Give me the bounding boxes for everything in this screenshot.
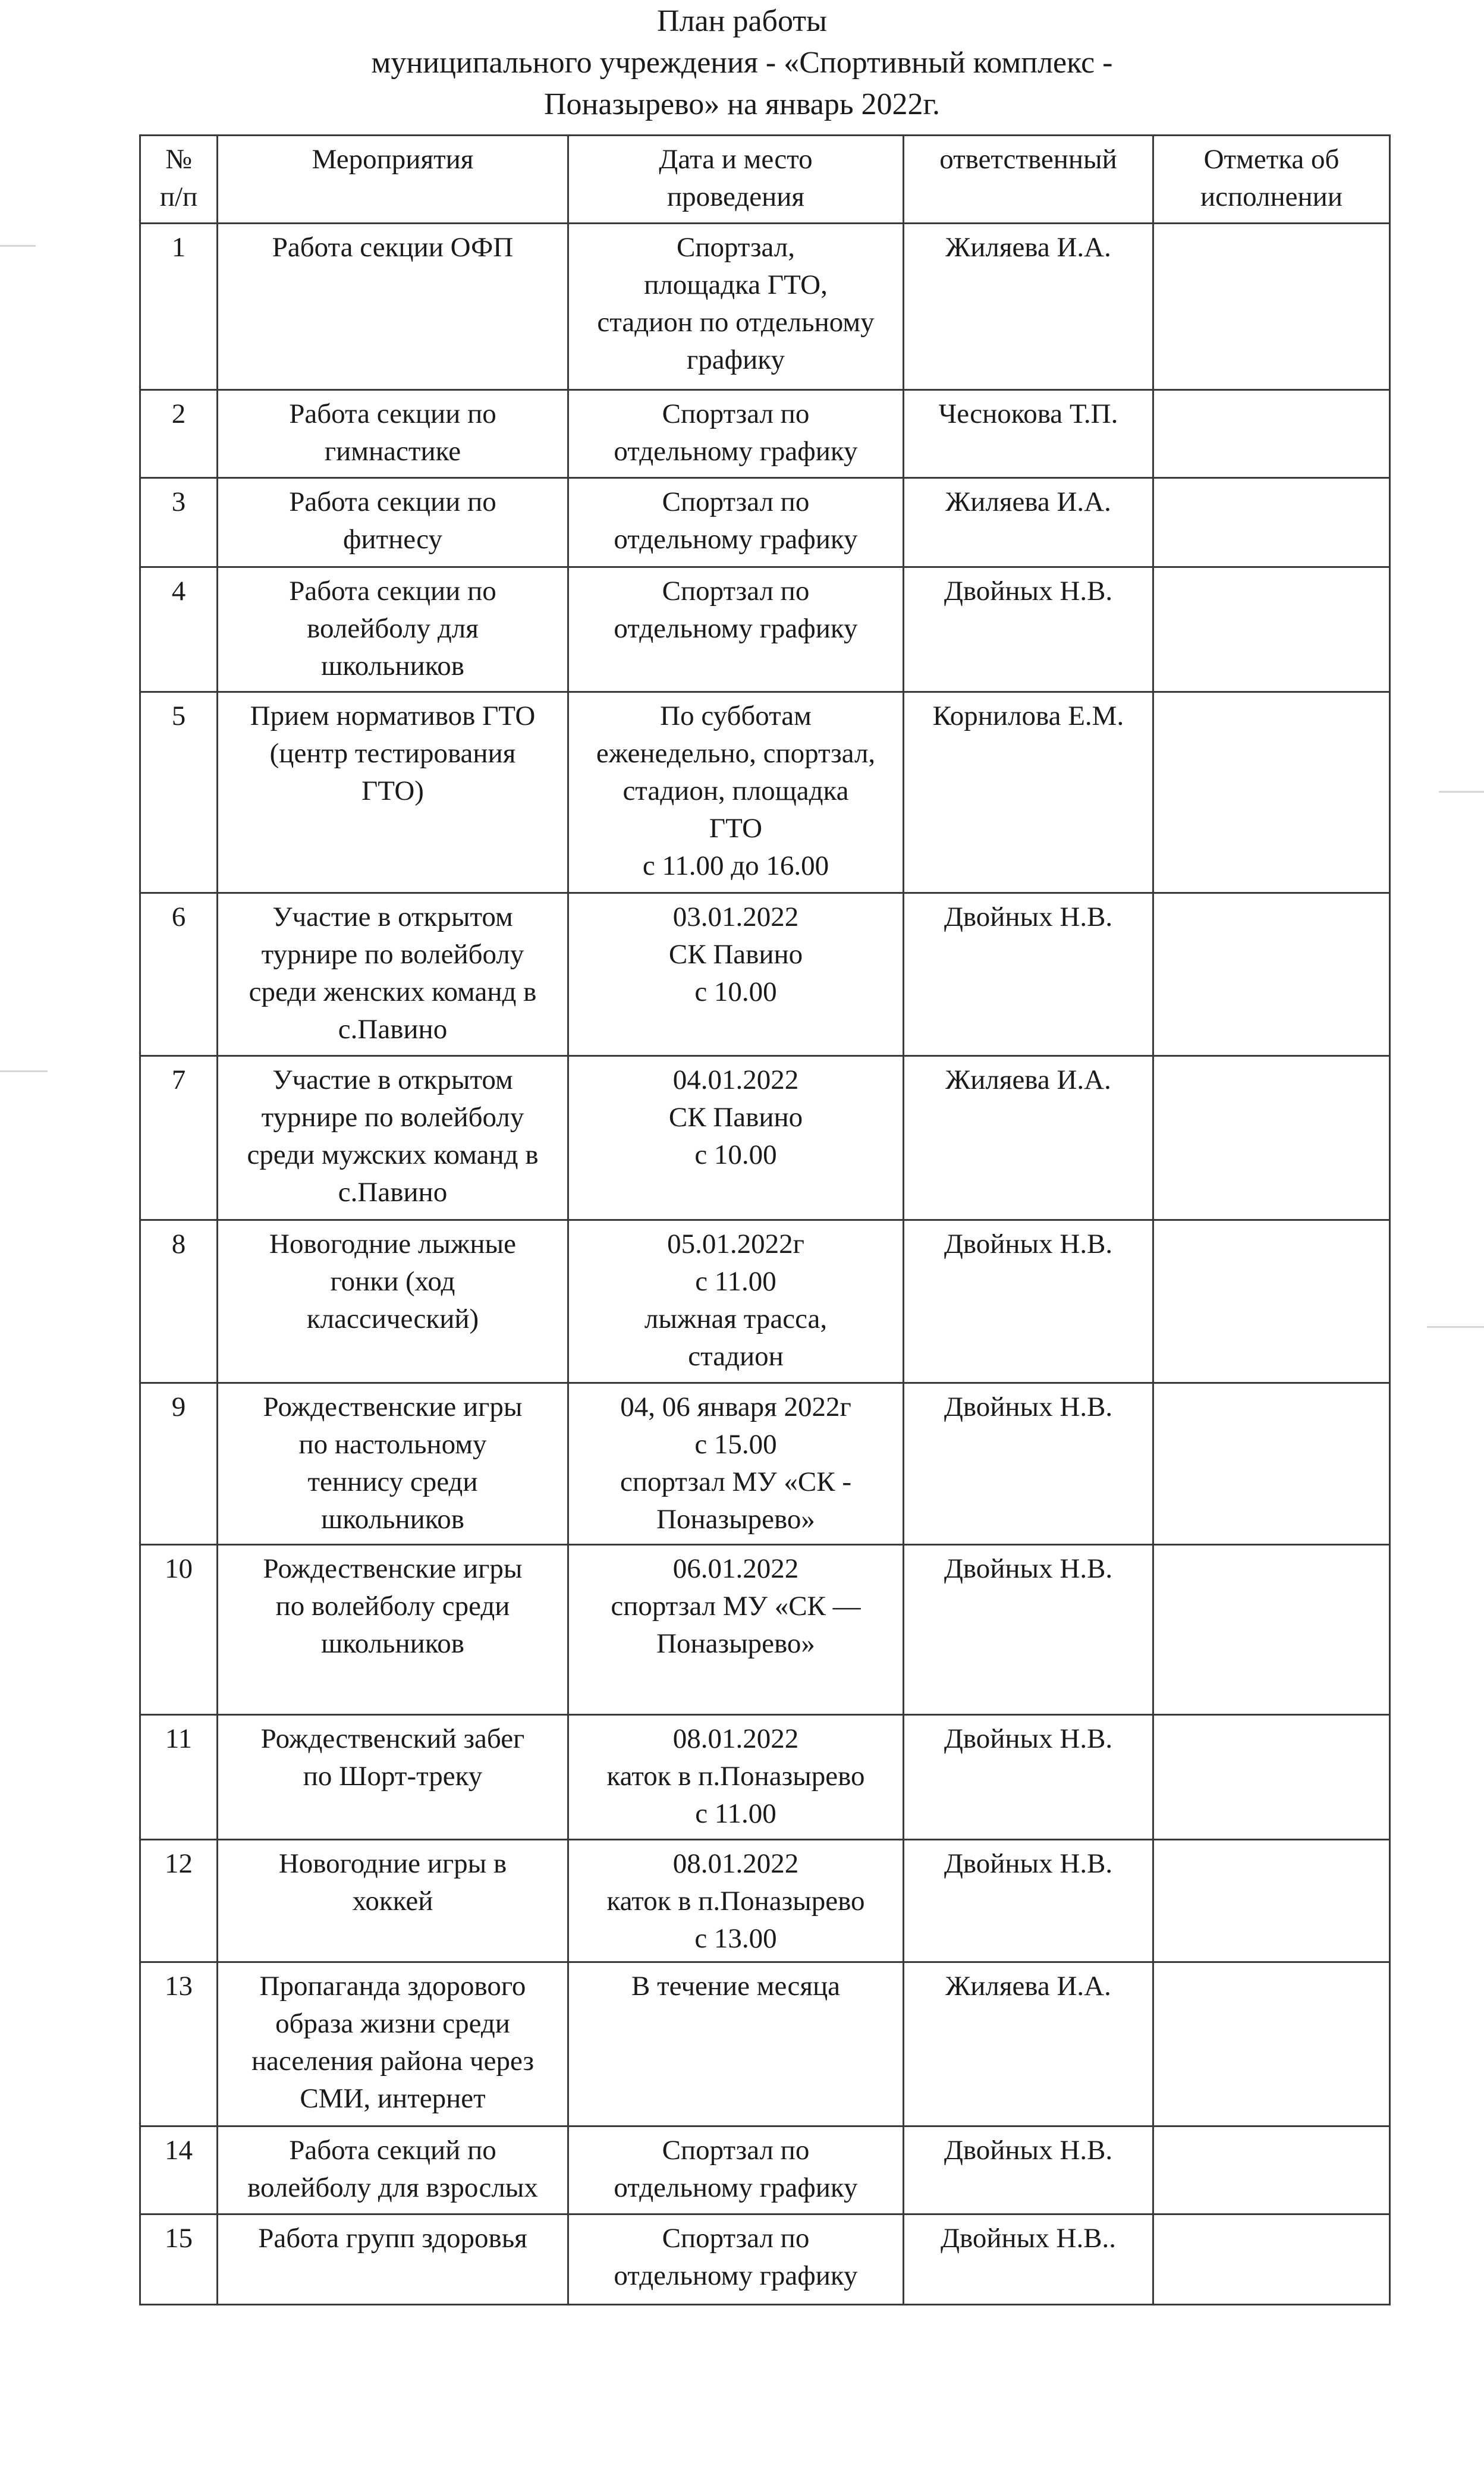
row-date-place: Спортзал по отдельному графику <box>568 478 904 567</box>
row-mark <box>1153 1840 1390 1962</box>
row-event: Работа групп здоровья <box>218 2214 568 2305</box>
row-responsible: Жиляева И.А. <box>904 1056 1153 1220</box>
row-date-place: 08.01.2022 каток в п.Поназырево с 13.00 <box>568 1840 904 1962</box>
row-responsible: Двойных Н.В. <box>904 893 1153 1056</box>
row-responsible: Корнилова Е.М. <box>904 692 1153 893</box>
header-mark: Отметка об исполнении <box>1153 136 1390 224</box>
row-event: Прием нормативов ГТО (центр тестирования ГТО) <box>218 692 568 893</box>
row-event: Работа секции по фитнесу <box>218 478 568 567</box>
table-row <box>140 1220 1390 1383</box>
row-date-place: 05.01.2022г с 11.00 лыжная трасса, стадион <box>568 1220 904 1383</box>
row-responsible: Двойных Н.В. <box>904 1715 1153 1840</box>
scan-artifact <box>0 1070 48 1072</box>
row-number: 12 <box>140 1840 218 1962</box>
row-event: Рождественские игры по настольному теннису среди школьников <box>218 1383 568 1545</box>
row-date-place: Спортзал по отдельному графику <box>568 2126 904 2214</box>
table-row <box>140 1715 1390 1840</box>
row-mark <box>1153 1545 1390 1715</box>
row-date-place: Спортзал по отдельному графику <box>568 567 904 692</box>
row-mark <box>1153 2126 1390 2214</box>
work-plan-table <box>139 134 1391 2305</box>
row-event: Пропаганда здорового образа жизни среди населения района через СМИ, интернет <box>218 1962 568 2126</box>
row-number: 4 <box>140 567 218 692</box>
row-responsible: Двойных Н.В. <box>904 567 1153 692</box>
row-responsible: Двойных Н.В.. <box>904 2214 1153 2305</box>
row-number: 14 <box>140 2126 218 2214</box>
title-line-3: Поназырево» на январь 2022г. <box>544 87 940 121</box>
table-row <box>140 2214 1390 2305</box>
row-date-place: 06.01.2022 спортзал МУ «СК — Поназырево» <box>568 1545 904 1715</box>
table-row <box>140 692 1390 893</box>
row-date-place: 03.01.2022 СК Павино с 10.00 <box>568 893 904 1056</box>
row-event: Работа секции по гимнастике <box>218 390 568 478</box>
row-number: 9 <box>140 1383 218 1545</box>
row-responsible: Жиляева И.А. <box>904 478 1153 567</box>
table-row <box>140 1840 1390 1962</box>
scan-artifact <box>1439 791 1484 793</box>
row-event: Новогодние игры в хоккей <box>218 1840 568 1962</box>
row-event: Работа секций по волейболу для взрослых <box>218 2126 568 2214</box>
row-event: Рождественские игры по волейболу среди школьников <box>218 1545 568 1715</box>
table-row <box>140 478 1390 567</box>
row-mark <box>1153 1220 1390 1383</box>
row-responsible: Двойных Н.В. <box>904 1383 1153 1545</box>
row-mark <box>1153 1056 1390 1220</box>
row-number: 3 <box>140 478 218 567</box>
row-responsible: Жиляева И.А. <box>904 224 1153 390</box>
scan-artifact <box>1427 1326 1484 1328</box>
row-event: Работа секции по волейболу для школьников <box>218 567 568 692</box>
table-row <box>140 224 1390 390</box>
row-mark <box>1153 478 1390 567</box>
row-number: 6 <box>140 893 218 1056</box>
header-number: № п/п <box>140 136 218 224</box>
row-event: Участие в открытом турнире по волейболу среди женских команд в с.Павино <box>218 893 568 1056</box>
header-date-place: Дата и место проведения <box>568 136 904 224</box>
row-responsible: Двойных Н.В. <box>904 2126 1153 2214</box>
table-row <box>140 567 1390 692</box>
row-mark <box>1153 1715 1390 1840</box>
row-date-place: 04.01.2022 СК Павино с 10.00 <box>568 1056 904 1220</box>
table-row <box>140 1056 1390 1220</box>
row-number: 7 <box>140 1056 218 1220</box>
row-mark <box>1153 2214 1390 2305</box>
row-date-place: Спортзал по отдельному графику <box>568 390 904 478</box>
scan-artifact <box>0 245 36 247</box>
table-row <box>140 1383 1390 1545</box>
row-number: 1 <box>140 224 218 390</box>
row-number: 13 <box>140 1962 218 2126</box>
row-number: 5 <box>140 692 218 893</box>
row-date-place: 08.01.2022 каток в п.Поназырево с 11.00 <box>568 1715 904 1840</box>
row-number: 2 <box>140 390 218 478</box>
row-event: Новогодние лыжные гонки (ход классический) <box>218 1220 568 1383</box>
row-mark <box>1153 1383 1390 1545</box>
row-mark <box>1153 692 1390 893</box>
title-line-2: муниципального учреждения - «Спортивный комплекс - <box>371 46 1113 80</box>
row-mark <box>1153 390 1390 478</box>
row-number: 8 <box>140 1220 218 1383</box>
row-mark <box>1153 893 1390 1056</box>
row-date-place: По субботам еженедельно, спортзал, стадион, площадка ГТО с 11.00 до 16.00 <box>568 692 904 893</box>
row-mark <box>1153 567 1390 692</box>
row-mark <box>1153 224 1390 390</box>
row-date-place: Спортзал по отдельному графику <box>568 2214 904 2305</box>
table-row <box>140 1545 1390 1715</box>
table-row <box>140 2126 1390 2214</box>
row-date-place: В течение месяца <box>568 1962 904 2126</box>
header-event: Мероприятия <box>218 136 568 224</box>
row-date-place: Спортзал, площадка ГТО, стадион по отдельному графику <box>568 224 904 390</box>
row-number: 15 <box>140 2214 218 2305</box>
table-row <box>140 390 1390 478</box>
row-responsible: Двойных Н.В. <box>904 1840 1153 1962</box>
table-row <box>140 893 1390 1056</box>
table-row <box>140 1962 1390 2126</box>
row-number: 11 <box>140 1715 218 1840</box>
row-event: Рождественский забег по Шорт-треку <box>218 1715 568 1840</box>
row-event: Работа секции ОФП <box>218 224 568 390</box>
title-line-1: План работы <box>657 4 827 38</box>
row-mark <box>1153 1962 1390 2126</box>
row-date-place: 04, 06 января 2022г с 15.00 спортзал МУ «СК - Поназырево» <box>568 1383 904 1545</box>
row-number: 10 <box>140 1545 218 1715</box>
row-responsible: Жиляева И.А. <box>904 1962 1153 2126</box>
header-responsible: ответственный <box>904 136 1153 224</box>
table-header-row <box>140 136 1390 224</box>
row-event: Участие в открытом турнире по волейболу среди мужских команд в с.Павино <box>218 1056 568 1220</box>
row-responsible: Двойных Н.В. <box>904 1545 1153 1715</box>
row-responsible: Двойных Н.В. <box>904 1220 1153 1383</box>
row-responsible: Чеснокова Т.П. <box>904 390 1153 478</box>
